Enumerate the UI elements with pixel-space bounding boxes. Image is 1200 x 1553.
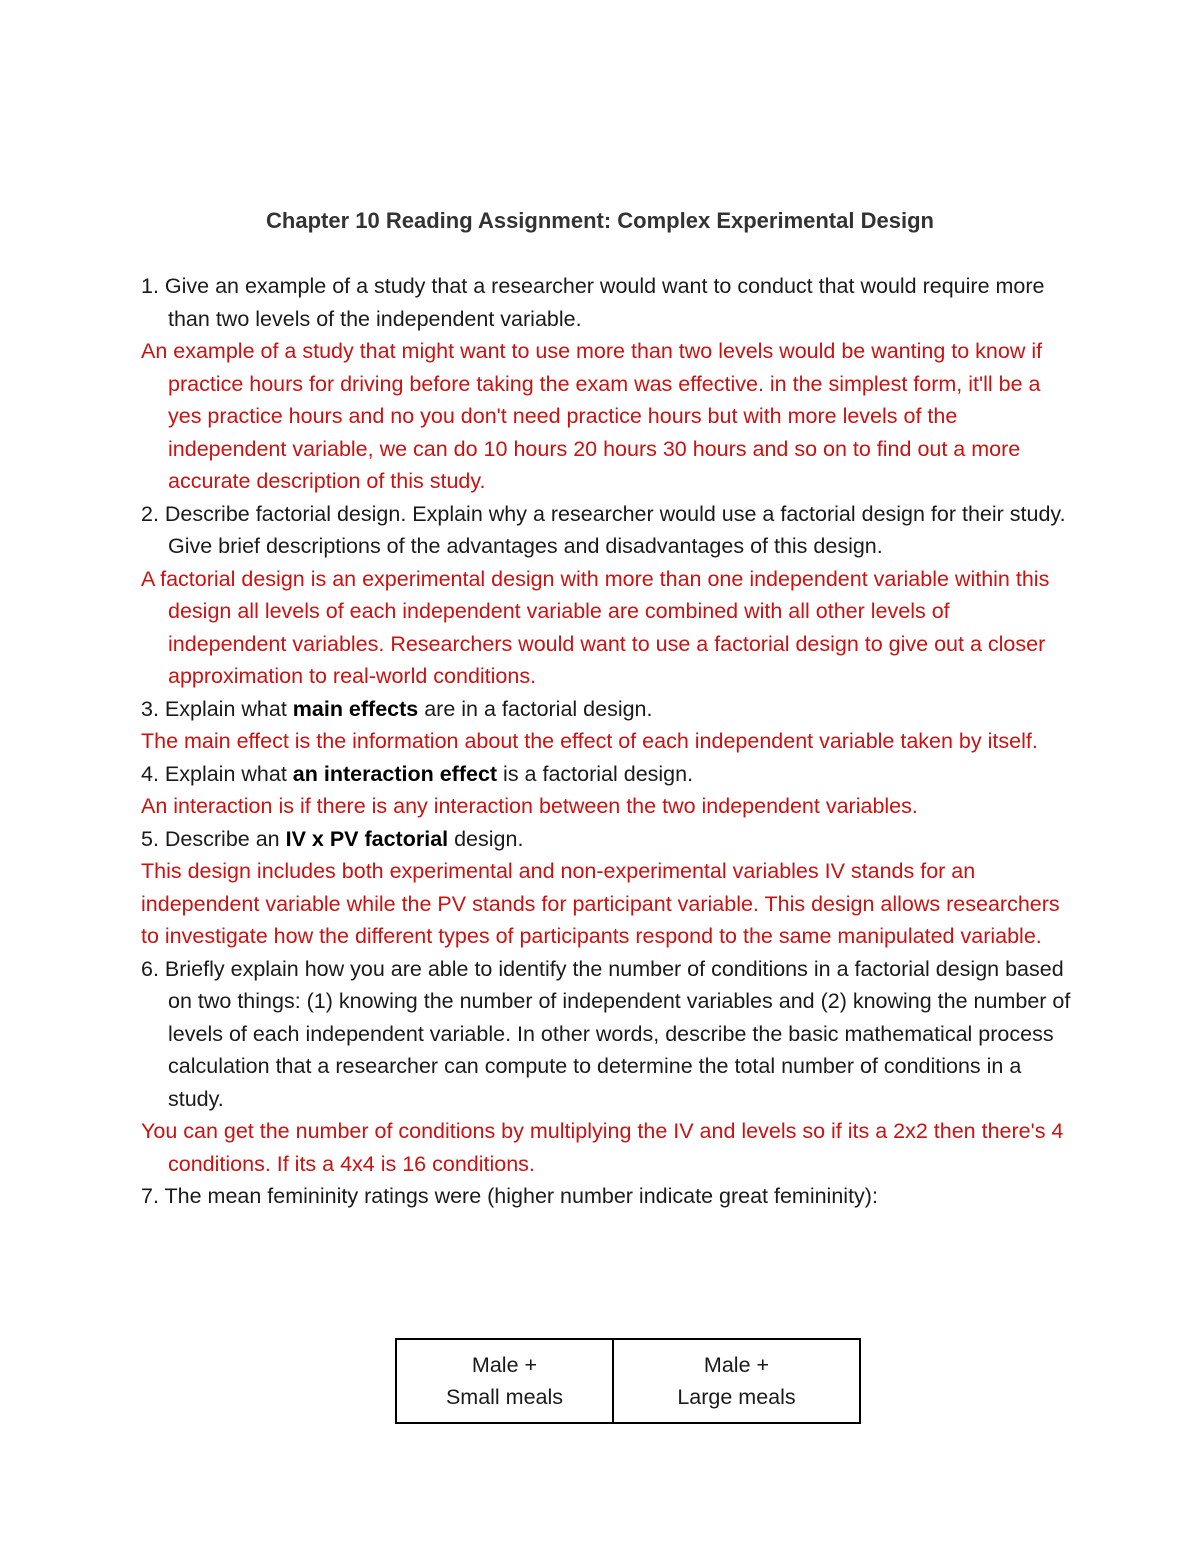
question-5-pre: 5. Describe an xyxy=(141,826,286,851)
question-5 xyxy=(141,823,1071,856)
question-5-term: IV x PV factorial xyxy=(285,826,449,851)
ratings-table-wrapper xyxy=(395,1338,861,1424)
question-3-term: main effects xyxy=(292,696,419,721)
question-1: 1. Give an example of a study that a researcher would want to conduct that would require more than two levels of the independent variable. xyxy=(141,274,1045,331)
question-3-post: are in a factorial design. xyxy=(418,696,653,721)
answer-4: An interaction is if there is any interaction between the two independent variables. xyxy=(141,794,918,818)
question-3 xyxy=(141,693,1071,726)
answer-6: You can get the number of conditions by multiplying the IV and levels so if its a 2x2 then there's 4 conditions. If its a 4x4 is 16 conditions. xyxy=(141,1119,1064,1176)
table-cell-male-small-meals xyxy=(396,1339,613,1423)
answer-1: An example of a study that might want to use more than two levels would be wanting to know if practice hours for driving before taking the exam was effective. in the simplest form, it'll be a yes practice hours and no you don't need practice hours but with more levels of the independent variable, we can do 10 hours 20 hours 30 hours and so on to find out a more accurate description of this study. xyxy=(141,339,1043,493)
cell-line: Small meals xyxy=(445,1385,564,1409)
question-4 xyxy=(141,758,1071,791)
question-4-pre: 4. Explain what xyxy=(141,761,293,786)
question-6: 6. Briefly explain how you are able to identify the number of conditions in a factorial design based on two things: (1) knowing the number of independent variables and (2) knowing the number of levels of each independent variable. In other words, describe the basic mathematical process calculation that a researcher can compute to determine the total number of conditions in a study. xyxy=(141,956,1071,1111)
cell-line: Male + xyxy=(703,1352,770,1377)
ratings-table xyxy=(395,1338,861,1424)
question-7: 7. The mean femininity ratings were (higher number indicate great femininity): xyxy=(141,1184,878,1208)
cell-line: Male + xyxy=(471,1352,538,1377)
question-5-post: design. xyxy=(448,826,524,851)
answer-2: A factorial design is an experimental design with more than one independent variable within this design all levels of each independent variable are combined with all other levels of independent variables. Researchers would want to use a factorial design to give out a closer approximation to real-world conditions. xyxy=(141,566,1050,688)
question-2: 2. Describe factorial design. Explain why a researcher would use a factorial design for their study. Give brief descriptions of the advantages and disadvantages of this design. xyxy=(141,501,1066,558)
table-cell-male-large-meals xyxy=(613,1339,860,1423)
answer-3: The main effect is the information about the effect of each independent variable taken by itself. xyxy=(141,729,1038,753)
page-title: Chapter 10 Reading Assignment: Complex Experimental Design xyxy=(266,208,934,233)
document-body xyxy=(141,270,1071,1213)
cell-line: Large meals xyxy=(677,1385,796,1409)
question-4-post: is a factorial design. xyxy=(497,761,694,786)
question-3-pre: 3. Explain what xyxy=(141,696,293,721)
table-row xyxy=(396,1339,860,1423)
question-4-term: an interaction effect xyxy=(292,761,498,786)
answer-5: This design includes both experimental and non-experimental variables IV stands for an independent variable while the PV stands for participant variable. This design allows researchers to investigate how the different types of participants respond to the same manipulated variable. xyxy=(141,859,1060,948)
